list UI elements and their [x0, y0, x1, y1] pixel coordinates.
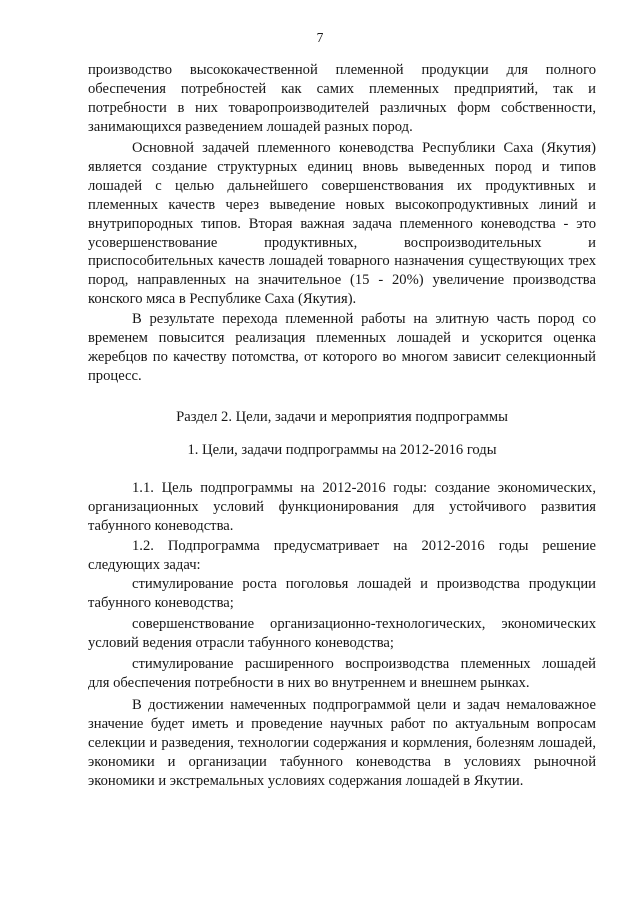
paragraph-tasks-intro: 1.2. Подпрограмма предусматривает на 2012-2016 годы решение следующих задач: [88, 538, 596, 573]
subsection-heading: 1. Цели, задачи подпрограммы на 2012-2016 годы [187, 442, 497, 458]
task-1-line-2: табунного коневодства; [88, 595, 234, 611]
page-number: 7 [316, 30, 324, 45]
paragraph-goal: 1.1. Цель подпрограммы на 2012-2016 годы: создание экономических, организационных условий функционирования для устойчивого развития табунного коневодства. [88, 480, 596, 534]
task-2-line-2: условий ведения отрасли табунного коневодства; [88, 635, 394, 651]
task-3-line-2: для обеспечения потребности в них во внутреннем и внешнем рынках. [88, 675, 530, 691]
paragraph-result: В результате перехода племенной работы на элитную часть пород со временем повысится реализация племенных лошадей и ускорится оценка жеребцов по качеству потомства, от которого во многом зависит селекционный процесс. [88, 311, 596, 384]
task-3-line-1: стимулирование расширенного воспроизводства племенных лошадей [132, 656, 596, 672]
paragraph-research: В достижении намеченных подпрограммой цели и задач немаловажное значение будет иметь и проведение научных работ по актуальным вопросам селекции и разведения, технологии содержания и кормления, болезням лошадей, экономики и организации табунного коневодства в условиях рыночной экономики и экстремальных условиях содержания лошадей в Якутии. [88, 697, 596, 789]
paragraph-main-task: Основной задачей племенного коневодства Республики Саха (Якутия) является создание структурных единиц вновь выведенных пород и типов лошадей с целью дальнейшего совершенствования их продуктивных и племенных качеств через выведение новых высокопродуктивных линий и внутрипородных типов. Вторая важная задача племенного коневодства - это усовершенствование продуктивных, воспроизводительных и приспособительных качеств лошадей товарного назначения существующих трех пород, направленных на значительное (15 - 20%) увеличение производства конского мяса в Республике Саха (Якутия). [88, 140, 596, 308]
paragraph-production: производство высококачественной племенной продукции для полного обеспечения потребностей как самих племенных предприятий, так и потребности в них товаропроизводителей различных форм собственности, занимающихся разведением лошадей разных пород. [88, 62, 596, 135]
task-2-line-1: совершенствование организационно-технологических, экономических [132, 616, 596, 632]
section-heading: Раздел 2. Цели, задачи и мероприятия подпрограммы [176, 409, 508, 425]
task-1-line-1: стимулирование роста поголовья лошадей и производства продукции [132, 576, 596, 592]
